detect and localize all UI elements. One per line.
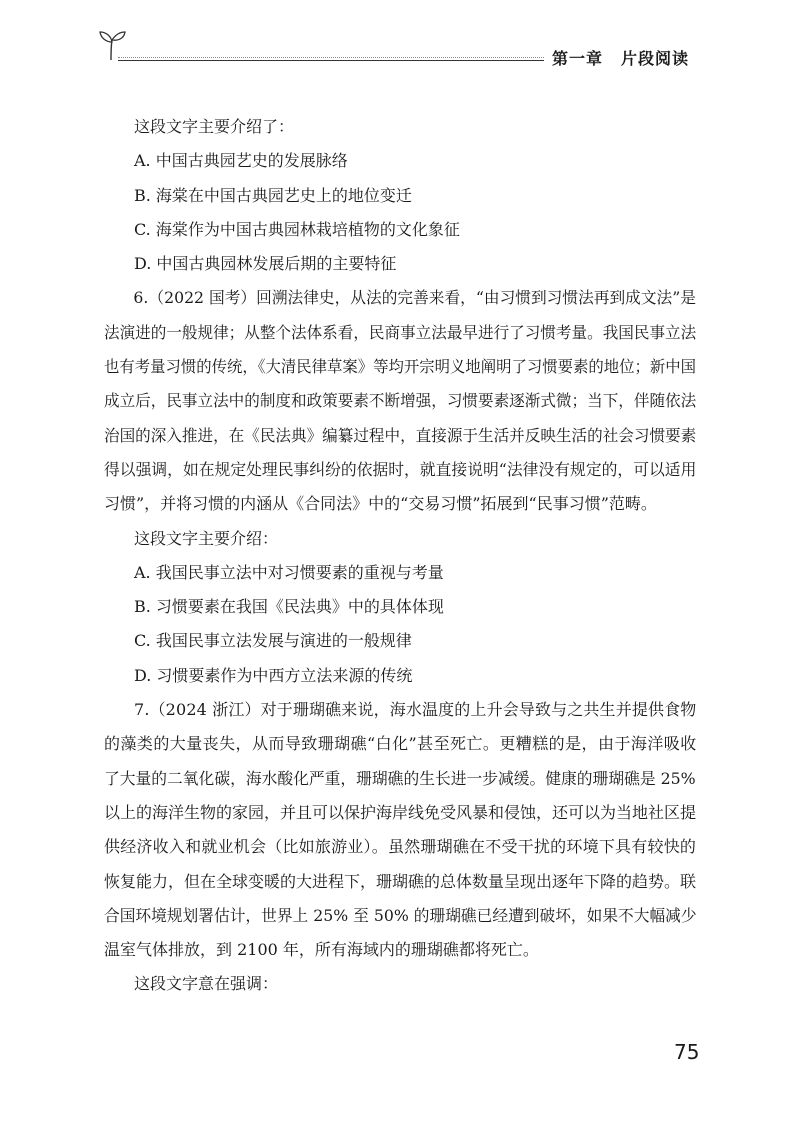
chapter-number: 第一章 xyxy=(552,49,604,68)
q6-line-3: 也有考量习惯的传统，《大清民律草案》等均开宗明义地阐明了习惯要素的地位；新中国 xyxy=(104,357,696,377)
q5-option-a: A. 中国古典园艺史的发展脉络 xyxy=(134,151,348,171)
q7-line-5: 供经济收入和就业机会（比如旅游业）。虽然珊瑚礁在不受干扰的环境下具有较快的 xyxy=(104,837,697,857)
q7-line-7: 合国环境规划署估计，世界上 25% 至 50% 的珊瑚礁已经遭到破坏，如果不大幅减少 xyxy=(104,905,697,925)
q7-line-4: 以上的海洋生物的家园，并且可以保护海岸线免受风暴和侵蚀，还可以为当地社区提 xyxy=(104,802,697,822)
q7-line-6: 恢复能力，但在全球变暖的大进程下，珊瑚礁的总体数量呈现出逐年下降的趋势。联 xyxy=(104,871,697,891)
header-rule xyxy=(118,60,544,61)
q6-stem: 这段文字主要介绍： xyxy=(134,528,279,548)
q5-option-d: D. 中国古典园林发展后期的主要特征 xyxy=(134,254,397,274)
q6-line-1: 6.（2022 国考）回溯法律史，从法的完善来看，“由习惯到习惯法再到成文法”是 xyxy=(133,288,696,308)
page-content xyxy=(104,110,696,1002)
q6-line-4: 成立后，民事立法中的制度和政策要素不断增强，习惯要素逐渐式微；当下，伴随依法 xyxy=(104,391,697,411)
q5-stem: 这段文字主要介绍了： xyxy=(134,117,295,136)
chapter-section: 片段阅读 xyxy=(621,49,690,68)
q6-option-d: D. 习惯要素作为中西方立法来源的传统 xyxy=(134,665,413,685)
q5-option-c: C. 海棠作为中国古典园林栽培植物的文化象征 xyxy=(134,219,460,239)
q6-line-2: 法演进的一般规律；从整个法体系看，民商事立法最早进行了习惯考量。我国民事立法 xyxy=(104,322,697,342)
q6-line-5: 治国的深入推进，在《民法典》编纂过程中，直接源于生活并反映生活的社会习惯要素 xyxy=(104,425,697,445)
chapter-title xyxy=(552,46,689,69)
q6-option-b: B. 习惯要素在我国《民法典》中的具体体现 xyxy=(134,597,444,617)
q6-line-6: 得以强调，如在规定处理民事纠纷的依据时，就直接说明“法律没有规定的，可以适用 xyxy=(104,459,697,479)
page-number: 75 xyxy=(674,1040,700,1064)
header-dotted-rule xyxy=(118,57,544,58)
q6-line-7: 习惯”，并将习惯的内涵从《合同法》中的“交易习惯”拓展到“民事习惯”范畴。 xyxy=(104,494,657,514)
q6-option-a: A. 我国民事立法中对习惯要素的重视与考量 xyxy=(134,562,444,582)
q7-stem: 这段文字意在强调： xyxy=(134,974,279,994)
q7-line-8: 温室气体排放，到 2100 年，所有海域内的珊瑚礁都将死亡。 xyxy=(104,940,539,960)
page-header xyxy=(0,0,800,80)
q7-line-3: 了大量的二氧化碳，海水酸化严重，珊瑚礁的生长进一步减缓。健康的珊瑚礁是 25% xyxy=(104,768,696,788)
q7-line-1: 7.（2024 浙江）对于珊瑚礁来说，海水温度的上升会导致与之共生并提供食物 xyxy=(134,700,697,720)
q5-option-b: B. 海棠在中国古典园艺史上的地位变迁 xyxy=(134,185,412,205)
q6-option-c: C. 我国民事立法发展与演进的一般规律 xyxy=(134,631,412,651)
q7-line-2: 的藻类的大量丧失，从而导致珊瑚礁“白化”甚至死亡。更糟糕的是，由于海洋吸收 xyxy=(104,734,697,754)
